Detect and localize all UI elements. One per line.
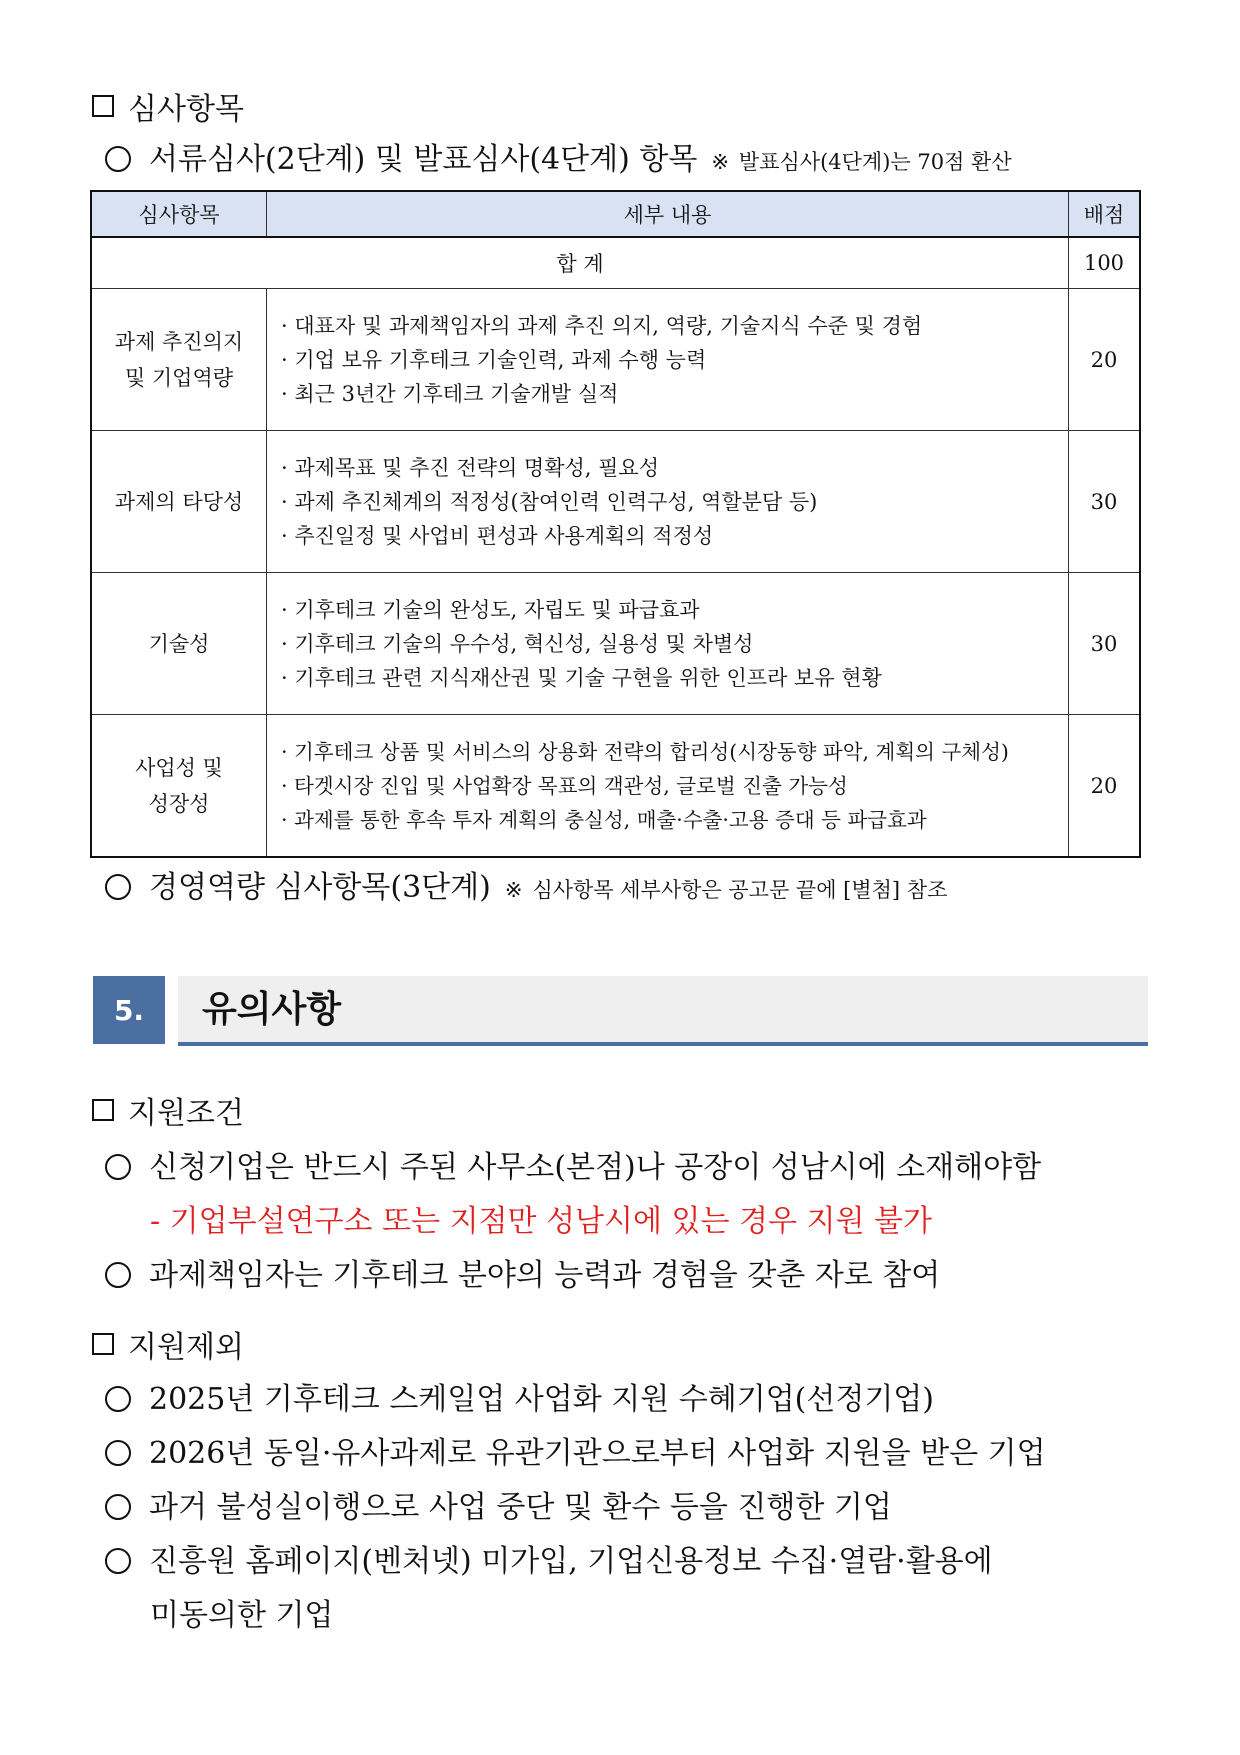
exclusion-item: [105, 1536, 993, 1580]
table-row: [91, 573, 1140, 715]
management-note: [505, 874, 948, 904]
eval-table: [90, 190, 1141, 858]
row-category: [91, 431, 267, 573]
reference-mark-icon: ※: [504, 878, 523, 902]
exclusion-item-text: 과거 불성실이행으로 사업 중단 및 환수 등을 진행한 기업: [149, 1490, 892, 1525]
circle-bullet-icon: [105, 1494, 131, 1520]
reference-mark-icon: ※: [711, 150, 729, 174]
row-item: · 최근 3년간 기후테크 기술개발 실적: [281, 381, 619, 406]
table-row: [91, 289, 1140, 431]
circle-bullet-icon: [105, 1548, 131, 1574]
exclusion-item: [105, 1428, 1046, 1472]
row-items: [267, 289, 1069, 431]
table-row: [91, 431, 1140, 573]
square-bullet-icon: [92, 1099, 114, 1121]
row-item: · 과제목표 및 추진 전략의 명확성, 필요성: [281, 455, 659, 480]
circle-bullet-icon: [105, 1386, 131, 1412]
exclusion-item-text: 2025년 기후테크 스케일업 사업화 지원 수혜기업(선정기업): [149, 1382, 934, 1417]
management-text: 경영역량 심사항목(3단계): [149, 870, 491, 905]
section-title: 유의사항: [202, 989, 342, 1030]
condition-item: [105, 1142, 1041, 1186]
circle-bullet-icon: [105, 874, 131, 900]
row-item: · 기후테크 상품 및 서비스의 상용화 전략의 합리성(시장동향 파악, 계획의 구체성): [281, 739, 1009, 764]
condition-item-text: 과제책임자는 기후테크 분야의 능력과 경험을 갖춘 자로 참여: [149, 1258, 941, 1293]
row-item: · 타겟시장 진입 및 사업확장 목표의 객관성, 글로벌 진출 가능성: [281, 773, 848, 798]
row-score: 20: [1069, 715, 1141, 858]
square-bullet-icon: [92, 95, 114, 117]
row-item: · 추진일정 및 사업비 편성과 사용계획의 적정성: [281, 523, 714, 548]
conditions-heading-text: 지원조건: [128, 1096, 244, 1131]
doc-review-note-text: 발표심사(4단계)는 70점 환산: [738, 150, 1012, 174]
circle-bullet-icon: [105, 1262, 131, 1288]
total-row: [91, 237, 1140, 289]
exclusions-heading-text: 지원제외: [128, 1330, 244, 1365]
condition-item-warning: - 기업부설연구소 또는 지점만 성남시에 있는 경우 지원 불가: [150, 1204, 932, 1239]
section-number: 5.: [93, 976, 165, 1044]
row-item: · 대표자 및 과제책임자의 과제 추진 의지, 역량, 기술지식 수준 및 경험: [281, 313, 923, 338]
row-category-line: 사업성 및: [135, 755, 223, 780]
table-header-row: [91, 191, 1140, 237]
circle-bullet-icon: [105, 1440, 131, 1466]
square-bullet-icon: [92, 1333, 114, 1355]
condition-item-text: 신청기업은 반드시 주된 사무소(본점)나 공장이 성남시에 소재해야함: [149, 1150, 1042, 1185]
row-items: [267, 573, 1069, 715]
doc-review-note: [711, 146, 1011, 176]
header-score: 배점: [1069, 191, 1141, 237]
total-label: 합 계: [91, 237, 1069, 289]
header-category: 심사항목: [91, 191, 267, 237]
row-category-line: 및 기업역량: [124, 365, 234, 390]
table-row: [91, 715, 1140, 858]
row-item: · 기업 보유 기후테크 기술인력, 과제 수행 능력: [281, 347, 707, 372]
management-note-text: 심사항목 세부사항은 공고문 끝에 [별첨] 참조: [532, 878, 948, 902]
exclusion-item-text: 2026년 동일·유사과제로 유관기관으로부터 사업화 지원을 받은 기업: [149, 1436, 1046, 1471]
row-item: · 과제 추진체계의 적정성(참여인력 인력구성, 역할분담 등): [281, 489, 818, 514]
exclusion-item-continuation: 미동의한 기업: [150, 1598, 334, 1633]
eval-heading: [92, 84, 244, 128]
management-line: [105, 862, 947, 906]
doc-review-text: 서류심사(2단계) 및 발표심사(4단계) 항목: [149, 142, 698, 177]
exclusion-item: [105, 1374, 934, 1418]
row-item: · 기후테크 관련 지식재산권 및 기술 구현을 위한 인프라 보유 현황: [281, 665, 882, 690]
header-detail: 세부 내용: [267, 191, 1069, 237]
circle-bullet-icon: [105, 146, 131, 172]
exclusion-item-text: 진흥원 홈페이지(벤처넷) 미가입, 기업신용정보 수집·열람·활용에: [149, 1544, 993, 1579]
row-category: [91, 715, 267, 858]
eval-heading-text: 심사항목: [128, 92, 244, 127]
row-category-line: 과제의 타당성: [114, 489, 244, 514]
row-items: [267, 431, 1069, 573]
row-items: [267, 715, 1069, 858]
exclusion-item: [105, 1482, 892, 1526]
row-score: 20: [1069, 289, 1141, 431]
row-score: 30: [1069, 573, 1141, 715]
row-category-line: 성장성: [148, 791, 210, 816]
row-category-line: 과제 추진의지: [114, 329, 244, 354]
exclusions-heading: [92, 1322, 244, 1366]
conditions-heading: [92, 1088, 244, 1132]
row-category: [91, 573, 267, 715]
doc-review-line: [105, 134, 1012, 178]
total-score: 100: [1069, 237, 1141, 289]
row-category-line: 기술성: [148, 631, 210, 656]
row-item: · 기후테크 기술의 완성도, 자립도 및 파급효과: [281, 597, 700, 622]
condition-item: [105, 1250, 940, 1294]
row-item: · 기후테크 기술의 우수성, 혁신성, 실용성 및 차별성: [281, 631, 754, 656]
circle-bullet-icon: [105, 1154, 131, 1180]
row-item: · 과제를 통한 후속 투자 계획의 충실성, 매출·수출·고용 증대 등 파급효과: [281, 807, 927, 832]
row-category: [91, 289, 267, 431]
row-score: 30: [1069, 431, 1141, 573]
